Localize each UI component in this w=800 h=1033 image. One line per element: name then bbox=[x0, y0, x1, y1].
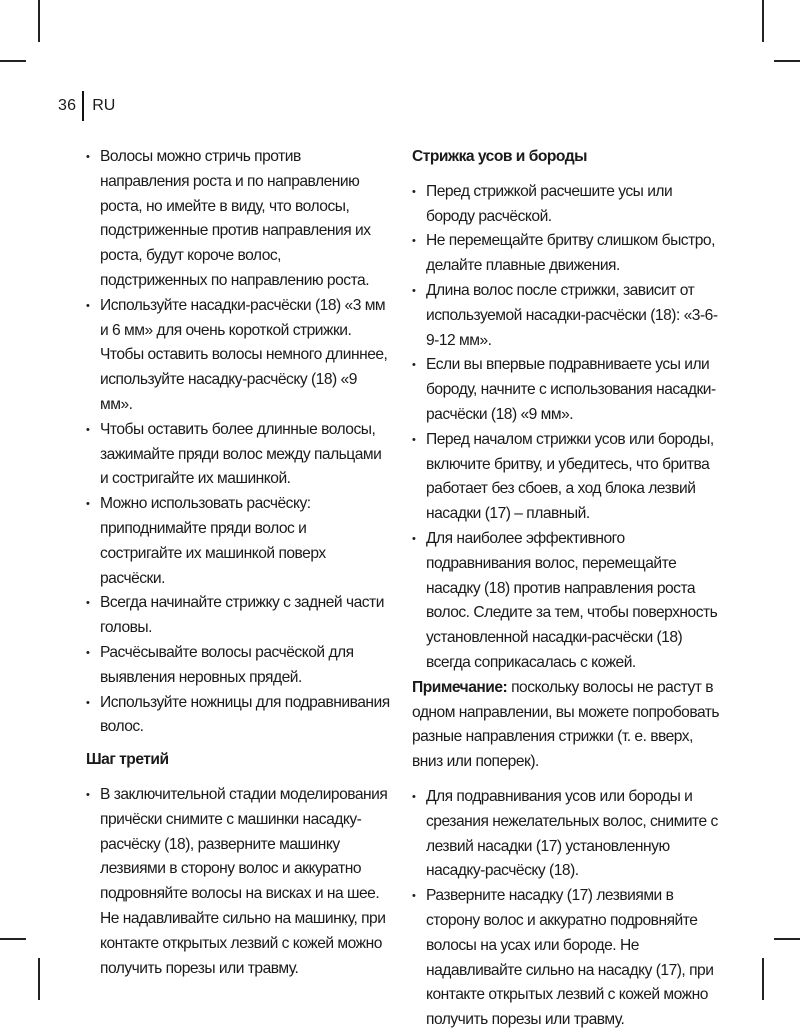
page-header bbox=[58, 92, 115, 120]
list-item: • Длина волос после стрижки, зависит от используемой насадки-расчёски (18): «3-6-9-12 мм». bbox=[412, 279, 724, 353]
list-item: • Если вы впервые подравниваете усы или бороду, начните с использования насадки-расчёски (18) «9 мм». bbox=[412, 353, 724, 427]
list-item: • В заключительной стадии моделирования причёски снимите с машинки насадку-расчёску (18), разверните машинку лезвиями в сторону волос и аккуратно подровняйте волосы на висках и на шее. Не надавливайте сильно на машинку, при контакте открытых лезвий с кожей можно получить порезы или травму. bbox=[86, 783, 391, 981]
note-text: поскольку волосы не растут в одном направлении, вы можете попробовать разные направления стрижки (т. е. вверх, вниз или поперек). bbox=[412, 678, 720, 771]
list-item: • Всегда начинайте стрижку с задней части головы. bbox=[86, 591, 391, 641]
note-paragraph bbox=[412, 676, 724, 775]
bullet-list bbox=[412, 180, 724, 676]
list-item: • Используйте насадки-расчёски (18) «3 мм и 6 мм» для очень короткой стрижки. Чтобы оставить волосы немного длиннее, используйте насадку-расчёску (18) «9 мм». bbox=[86, 294, 391, 418]
crop-mark bbox=[762, 958, 764, 1000]
crop-mark bbox=[38, 958, 40, 1000]
crop-mark bbox=[0, 938, 26, 940]
crop-mark bbox=[762, 0, 764, 42]
page-number: 36 bbox=[58, 97, 77, 114]
list-item: • Разверните насадку (17) лезвиями в сторону волос и аккуратно подровняйте волосы на усах или бороде. Не надавливайте сильно на насадку (17), при контакте открытых лезвий с кожей можно получить порезы или травму. bbox=[412, 884, 724, 1033]
crop-mark bbox=[774, 938, 800, 940]
list-item: • Можно использовать расчёску: приподнимайте пряди волос и состригайте их машинкой поверх расчёски. bbox=[86, 492, 391, 591]
list-item: • Волосы можно стричь против направления роста и по направлению роста, но имейте в виду, что волосы, подстриженные против направления их роста, будут короче волос, подстриженных по направлению роста. bbox=[86, 145, 391, 294]
language-code: RU bbox=[92, 97, 116, 114]
right-column bbox=[412, 145, 724, 1033]
list-item: • Расчёсывайте волосы расчёской для выявления неровных прядей. bbox=[86, 641, 391, 691]
list-item: • Не перемещайте бритву слишком быстро, делайте плавные движения. bbox=[412, 229, 724, 279]
header-divider bbox=[82, 91, 84, 121]
crop-mark bbox=[38, 0, 40, 42]
list-item: • Перед началом стрижки усов или бороды, включите бритву, и убедитесь, что бритва работает без сбоев, а ход блока лезвий насадки (17) – плавный. bbox=[412, 428, 724, 527]
section-heading: Стрижка усов и бороды bbox=[412, 148, 587, 165]
list-item: • Для подравнивания усов или бороды и срезания нежелательных волос, снимите с лезвий насадки (17) установленную насадку-расчёску (18). bbox=[412, 785, 724, 884]
crop-mark bbox=[774, 60, 800, 62]
bullet-list bbox=[412, 785, 724, 1033]
list-item: • Используйте ножницы для подравнивания волос. bbox=[86, 691, 391, 741]
note-label: Примечание: bbox=[412, 678, 508, 696]
section-heading: Шаг третий bbox=[86, 751, 169, 769]
list-item: • Перед стрижкой расчешите усы или бороду расчёской. bbox=[412, 180, 724, 230]
left-column bbox=[86, 145, 391, 981]
crop-mark bbox=[0, 60, 26, 62]
list-item: • Чтобы оставить более длинные волосы, зажимайте пряди волос между пальцами и состригайте их машинкой. bbox=[86, 418, 391, 492]
bullet-list bbox=[86, 145, 391, 740]
list-item: • Для наиболее эффективного подравнивания волос, перемещайте насадку (18) против направления роста волос. Следите за тем, чтобы поверхность установленной насадки-расчёски (18) всегда соприкасалась с кожей. bbox=[412, 527, 724, 676]
bullet-list bbox=[86, 783, 391, 981]
